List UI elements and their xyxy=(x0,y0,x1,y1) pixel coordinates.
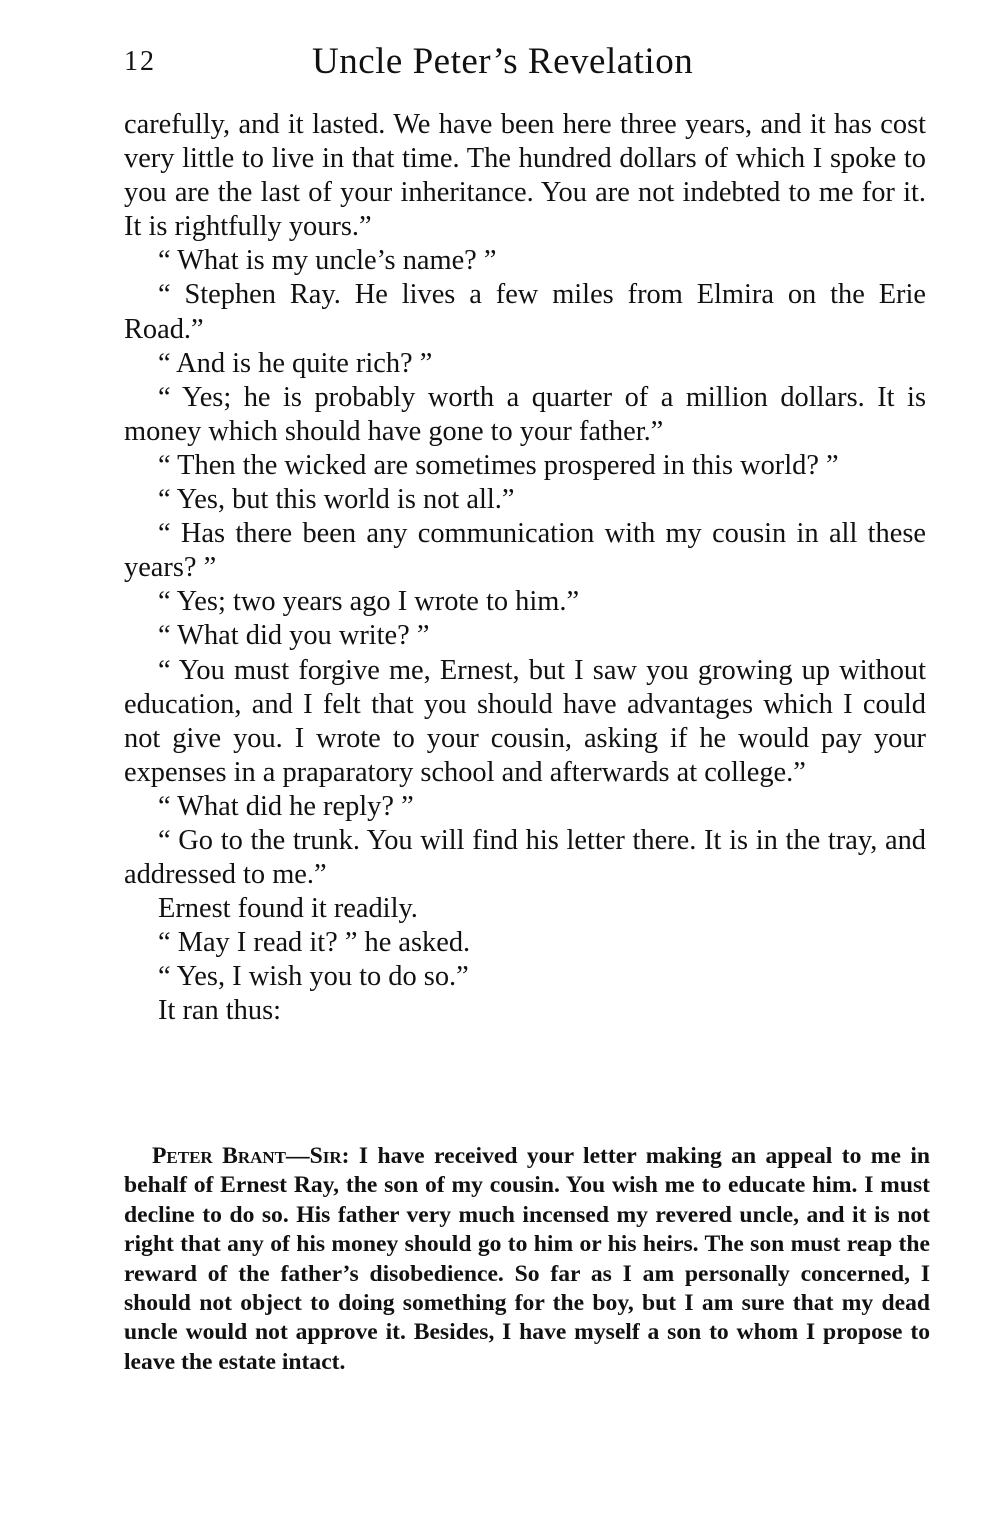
paragraph: “ You must forgive me, Ernest, but I saw you growing up without education, and I felt that you should have advantages which I could not give you. I wrote to your cousin, asking if he would pay your expenses in a praparatory school and afterwards at college.” xyxy=(124,654,926,788)
letter-body: I have received your letter making an appeal to me in behalf of Ernest Ray, the son of my cousin. You wish me to educate him. I must decline to do so. His father very much incensed my revered uncle, and it is not right that any of his money should go to him or his heirs. The son must reap the reward of the father’s disobedience. So far as I am personally concerned, I should not object to doing something for the boy, but I am sure that my dead uncle would not approve it. Besides, I have myself a son to whom I propose to leave the estate intact. xyxy=(124,1143,930,1375)
paragraph: “ What did he reply? ” xyxy=(158,790,414,822)
paragraph: “ Go to the trunk. You will find his letter there. It is in the tray, and addressed to me.” xyxy=(124,824,926,891)
paragraph: “ Yes, but this world is not all.” xyxy=(158,484,515,516)
paragraph: “ Yes, I wish you to do so.” xyxy=(158,961,469,993)
paragraph: “ Yes; he is probably worth a quarter of a million dollars. It is money which should have gone to your father.” xyxy=(124,381,926,447)
page-header xyxy=(124,40,926,90)
paragraph: “ What did you write? ” xyxy=(158,620,430,652)
paragraph: “ May I read it? ” he asked. xyxy=(158,927,471,959)
body-text xyxy=(124,108,926,1029)
letter-salutation: Peter Brant—Sir: xyxy=(152,1143,350,1169)
paragraph: carefully, and it lasted. We have been here three years, and it has cost very little to live in that time. The hundred dollars of which I spoke to you are the last of your inheritance. You are not indebted to me for it. It is rightfully yours.” xyxy=(124,109,926,243)
paragraph: “ Then the wicked are sometimes prospered in this world? ” xyxy=(158,449,839,481)
running-head: Uncle Peter’s Revelation xyxy=(312,41,694,82)
paragraph: Ernest found it readily. xyxy=(158,893,418,925)
paragraph: “ What is my uncle’s name? ” xyxy=(158,245,497,277)
paragraph: “ Yes; two years ago I wrote to him.” xyxy=(158,586,580,618)
letter-paragraph xyxy=(124,1142,930,1377)
paragraph: “ Has there been any communication with my cousin in all these years? ” xyxy=(124,518,926,584)
page-number: 12 xyxy=(124,46,156,77)
paragraph: “ And is he quite rich? ” xyxy=(158,347,433,379)
quoted-letter xyxy=(124,1142,930,1377)
paragraph: “ Stephen Ray. He lives a few miles from Elmira on the Erie Road.” xyxy=(124,279,926,345)
paragraph: It ran thus: xyxy=(158,995,282,1027)
